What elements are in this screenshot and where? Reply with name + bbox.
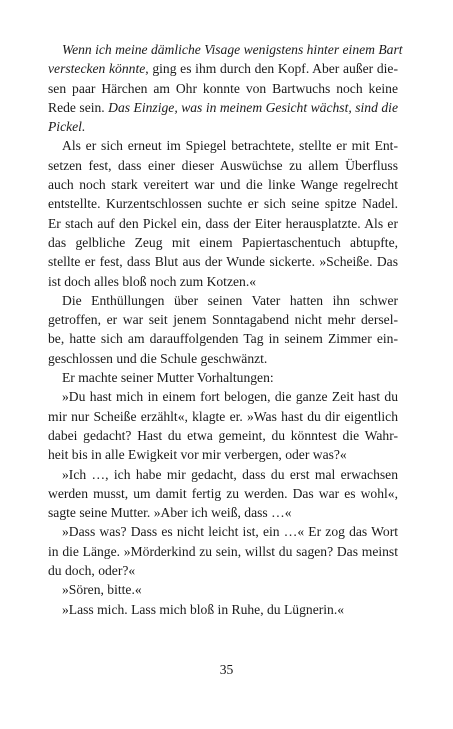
text-line: [48, 79, 398, 98]
text-line: [48, 156, 398, 175]
text-line: [48, 175, 398, 194]
text-segment: das gelbliche Zeug mit einem Papiertaschentuch abtupfte,: [48, 234, 398, 250]
text-segment: be, hatte sich am darauffolgenden Tag in seinem Zimmer ein-: [48, 331, 398, 347]
text-segment: Er machte seiner Mutter Vorhaltungen:: [62, 370, 274, 386]
text-line: [48, 59, 398, 78]
text-line: [48, 580, 398, 599]
text-line: [48, 600, 398, 619]
page-number: 35: [219, 662, 234, 677]
text-line: [48, 214, 398, 233]
text-line: [48, 561, 398, 580]
text-line: [48, 40, 403, 59]
italic-text-segment: verstecken könnte: [48, 61, 146, 77]
text-line: [48, 98, 398, 117]
italic-text-segment: Wenn ich meine dämliche Visage wenigstens hinter einem Bart: [62, 42, 403, 57]
text-line: [48, 136, 398, 155]
text-line: [48, 445, 398, 464]
text-segment: Er stach auf den Pickel ein, dass der Eiter herausplatzte. Als er: [48, 215, 398, 231]
text-segment: getroffen, er war seit jenem Sonntagabend nicht mehr dersel-: [48, 312, 398, 328]
text-line: [48, 117, 398, 136]
text-line: [48, 252, 398, 271]
text-segment: dabei gedacht? Hast du etwa gemeint, du könntest die Wahr-: [48, 427, 398, 443]
italic-text-segment: Pickel.: [48, 119, 86, 135]
text-line: [48, 522, 398, 541]
text-line: [48, 194, 398, 213]
text-segment: Als er sich erneut im Spiegel betrachtete, stellte er mit Ent-: [62, 138, 398, 154]
text-line: [48, 349, 398, 368]
text-segment: Rede sein.: [48, 99, 109, 115]
text-line: [48, 329, 398, 348]
text-segment: setzen fest, dass einer dieser Auswüchse zu allem Überfluss: [48, 157, 398, 173]
text-line: [48, 368, 398, 387]
text-segment: sagte seine Mutter. »Aber ich weiß, dass …«: [48, 505, 292, 521]
text-segment: auch noch stark vereitert war und die linke Wange regelrecht: [48, 177, 398, 193]
text-segment: ist doch alles bloß noch zum Kotzen.«: [48, 273, 257, 289]
text-segment: sen paar Härchen am Ohr konnte von Bartwuchs noch keine: [48, 80, 398, 96]
text-line: [48, 272, 398, 291]
text-segment: heit bis in alle Ewigkeit vor mir verbergen, oder was?«: [48, 447, 347, 463]
text-line: [48, 291, 398, 310]
text-segment: in die Länge. »Mörderkind zu sein, willst du sagen? Das meinst: [48, 543, 398, 559]
text-segment: »Dass was? Dass es nicht leicht ist, ein …« Er zog das Wort: [62, 524, 398, 540]
text-segment: »Ich …, ich habe mir gedacht, dass du erst mal erwachsen: [62, 466, 398, 482]
text-segment: stellte er fest, dass Blut aus der Wunde sickerte. »Scheiße. Das: [48, 254, 398, 270]
text-segment: du doch, oder?«: [48, 563, 136, 579]
text-line: [48, 387, 398, 406]
text-segment: Die Enthüllungen über seinen Vater hatten ihn schwer: [62, 292, 398, 308]
text-segment: »Lass mich. Lass mich bloß in Ruhe, du Lügnerin.«: [62, 601, 345, 617]
text-line: [48, 484, 398, 503]
text-segment: mir nur Scheiße erzählt«, klagte er. »Was hast du dir eigentlich: [48, 408, 398, 424]
text-line: [48, 310, 398, 329]
text-line: [48, 542, 398, 561]
text-segment: »Sören, bitte.«: [62, 582, 142, 598]
text-line: [48, 465, 398, 484]
text-segment: entstellte. Kurzentschlossen suchte er sich seine spitze Nadel.: [48, 196, 398, 212]
text-segment: »Du hast mich in einem fort belogen, die ganze Zeit hast du: [62, 389, 398, 405]
text-segment: , ging es ihm durch den Kopf. Aber außer die-: [145, 61, 398, 77]
text-segment: geschlossen und die Schule geschwänzt.: [48, 350, 268, 366]
text-segment: werden musst, um damit fertig zu werden. Das war es wohl«,: [48, 485, 398, 501]
italic-text-segment: Das Einzige, was in meinem Gesicht wächst, sind die: [108, 99, 398, 115]
text-line: [48, 426, 398, 445]
text-line: [48, 233, 398, 252]
text-line: [48, 407, 398, 426]
book-page-body: [48, 40, 403, 619]
text-line: [48, 503, 398, 522]
